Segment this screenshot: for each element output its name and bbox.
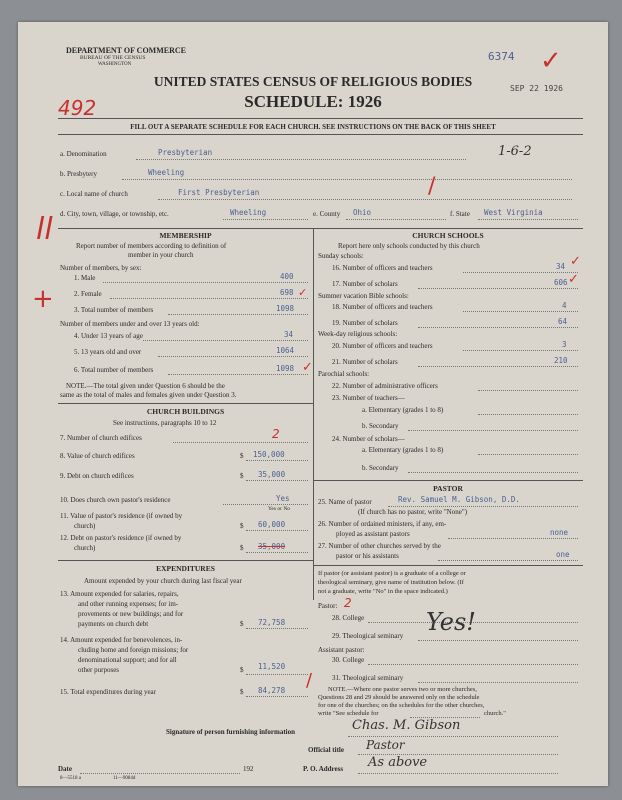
official-title-value: Pastor [366, 738, 405, 752]
dollar-sign: $ [240, 522, 244, 530]
presbytery-value: Wheeling [148, 168, 185, 177]
handwritten-code: 1-6-2 [498, 144, 532, 159]
form-footer-code-1: 8—5518 a [60, 776, 81, 781]
q27-label-b: pastor or his assistants [336, 552, 399, 560]
pastor-sub-label: Pastor: [318, 602, 338, 610]
yes-no-hint: Yes or No [268, 506, 291, 512]
q18-value: 4 [562, 301, 567, 310]
q16-value: 34 [556, 262, 566, 271]
state-label: f. State [450, 210, 470, 218]
date-year: 192 [243, 765, 254, 773]
q9-value: 35,000 [258, 470, 286, 479]
q25-value: Rev. Samuel M. Gibson, D.D. [398, 495, 520, 504]
presbytery-label: b. Presbytery [60, 170, 97, 178]
asst-label: Assistant pastor: [318, 646, 365, 654]
q14-value: 11,520 [258, 662, 286, 671]
q17-label: 17. Number of scholars [332, 280, 398, 288]
q21-label: 21. Number of scholars [332, 358, 398, 366]
buildings-title: CHURCH BUILDINGS [146, 407, 225, 416]
q22-label: 22. Number of administrative officers [332, 382, 438, 390]
q6-label: 6. Total number of members [74, 366, 154, 374]
bureau-name: BUREAU OF THE CENSUS [80, 55, 146, 61]
date-label: Date [58, 765, 72, 773]
q14-label-a: 14. Amount expended for benevolences, in- [60, 636, 183, 644]
dollar-sign: $ [240, 688, 244, 696]
grad-note-3: not a graduate, write "No" in the space indicated.) [318, 588, 448, 595]
membership-note-2: same as the total of males and females given under Question 3. [60, 391, 237, 399]
q2-label: 2. Female [74, 290, 102, 298]
q11-value: 60,000 [258, 520, 286, 529]
q20-label: 20. Number of officers and teachers [332, 342, 433, 350]
pastor-title: PASTOR [433, 484, 463, 493]
q28-label: 28. College [332, 614, 365, 622]
q12-label-a: 12. Debt on pastor's residence (if owned by [60, 534, 182, 542]
membership-title: MEMBERSHIP [159, 231, 212, 240]
denomination-value: Presbyterian [158, 148, 213, 157]
q27-value: one [556, 550, 570, 559]
q8-value: 150,000 [253, 450, 285, 459]
q13-label-d: payments on church debt [78, 620, 149, 628]
q14-label-d: other purposes [78, 666, 120, 674]
grad-note-1: If pastor (or assistant pastor) is a graduate of a college or [318, 570, 466, 577]
q15-value: 84,278 [258, 686, 286, 695]
q3-label: 3. Total number of members [74, 306, 154, 314]
schools-intro: Report here only schools conducted by this church [338, 242, 480, 250]
q25-note: (If church has no pastor, write "None") [358, 508, 468, 516]
city-name: WASHINGTON [98, 62, 132, 67]
q25-label: 25. Name of pastor [318, 498, 372, 506]
q12-value: 35,000 [258, 542, 286, 551]
schedule-title: SCHEDULE: 1926 [244, 92, 382, 111]
q1-label: 1. Male [74, 274, 96, 282]
handwritten-yes: Yes! [426, 608, 476, 636]
church-name-label: c. Local name of church [60, 190, 128, 198]
q23-label: 23. Number of teachers— [332, 394, 405, 402]
q23b-label: b. Secondary [362, 422, 399, 430]
q1-value: 400 [280, 272, 294, 281]
q2-value: 698 [280, 288, 294, 297]
under-over-label: Number of members under and over 13 years old: [60, 320, 200, 328]
city-value: Wheeling [230, 208, 267, 217]
po-address-value: As above [368, 755, 428, 770]
q6-value: 1098 [276, 364, 295, 373]
dollar-sign: $ [240, 666, 244, 674]
instruction-line: FILL OUT A SEPARATE SCHEDULE FOR EACH CHURCH. SEE INSTRUCTIONS ON THE BACK OF THIS SHEET [130, 123, 496, 131]
q24b-label: b. Secondary [362, 464, 399, 472]
sunday-label: Sunday schools: [318, 252, 364, 260]
q19-label: 19. Number of scholars [332, 319, 398, 327]
q20-value: 3 [562, 340, 567, 349]
form-title: UNITED STATES CENSUS OF RELIGIOUS BODIES [153, 74, 473, 89]
q21-value: 210 [554, 356, 568, 365]
q27-label-a: 27. Number of other churches served by the [318, 542, 441, 550]
q7-label: 7. Number of church edifices [60, 434, 142, 442]
q26-value: none [550, 528, 569, 537]
red-mark: 2 [344, 596, 352, 610]
q26-label-a: 26. Number of ordained ministers, if any, em- [318, 520, 447, 528]
county-value: Ohio [353, 208, 372, 217]
q23a-label: a. Elementary (grades 1 to 8) [362, 406, 444, 414]
red-margin-mark: ll [36, 212, 53, 247]
schools-title: CHURCH SCHOOLS [412, 231, 484, 240]
q10-label: 10. Does church own pastor's residence [60, 496, 171, 504]
red-tick-icon: ✓ [298, 286, 308, 299]
q13-label-c: provements or new buildings; and for [78, 610, 184, 618]
q15-label: 15. Total expenditures during year [60, 688, 156, 696]
q4-label: 4. Under 13 years of age [74, 332, 143, 340]
red-check-icon: ✓ [540, 46, 562, 76]
census-schedule-sheet [18, 22, 608, 786]
q17-value: 606 [554, 278, 568, 287]
q12-label-b: church) [74, 544, 96, 552]
schedule-number: 6374 [488, 50, 515, 63]
q11-label-b: church) [74, 522, 96, 530]
q24a-label: a. Elementary (grades 1 to 8) [362, 446, 444, 454]
pastor-note-4b: church." [484, 710, 506, 717]
city-label: d. City, town, village, or township, etc. [60, 210, 169, 218]
red-mark: / [428, 174, 436, 199]
denomination-label: a. Denomination [60, 150, 107, 158]
red-tick-icon: ✓ [570, 254, 581, 269]
pastor-note-1: NOTE.—Where one pastor serves two or more churches, [328, 686, 477, 693]
signature-label: Signature of person furnishing information [166, 728, 295, 736]
q9-label: 9. Debt on church edifices [60, 472, 134, 480]
membership-note-1: NOTE.—The total given under Question 6 should be the [66, 382, 225, 390]
church-name-value: First Presbyterian [178, 188, 260, 197]
q11-label-a: 11. Value of pastor's residence (if owned by [60, 512, 183, 520]
red-handwritten-number: 492 [58, 96, 97, 120]
q31-label: 31. Theological seminary [332, 674, 404, 682]
red-tick-icon: ✓ [568, 272, 579, 287]
q16-label: 16. Number of officers and teachers [332, 264, 433, 272]
po-address-label: P. O. Address [303, 765, 344, 773]
red-tick-icon: / [306, 670, 313, 691]
q4-value: 34 [284, 330, 294, 339]
signature-value: Chas. M. Gibson [352, 718, 461, 733]
pastor-note-4: write "See schedule for [318, 710, 379, 717]
q24-label: 24. Number of scholars— [332, 435, 405, 443]
expenditures-intro: Amount expended by your church during last fiscal year [84, 577, 242, 585]
weekday-label: Week-day religious schools: [318, 330, 398, 338]
q14-label-c: denominational support; and for all [78, 656, 177, 664]
red-tick-icon: ✓ [302, 360, 313, 375]
county-label: e. County [313, 210, 341, 218]
q26-label-b: ployed as assistant pastors [336, 530, 410, 538]
q30-label: 30. College [332, 656, 365, 664]
q5-value: 1064 [276, 346, 295, 355]
state-value: West Virginia [484, 208, 543, 217]
form-footer-code-2: 11—9084d [113, 776, 136, 781]
dollar-sign: $ [240, 544, 244, 552]
q13-label-b: and other running expenses; for im- [78, 600, 179, 608]
summer-label: Summer vacation Bible schools: [318, 292, 409, 300]
by-sex-label: Number of members, by sex: [60, 264, 142, 272]
q19-value: 64 [558, 317, 568, 326]
dept-name: DEPARTMENT OF COMMERCE [66, 46, 187, 55]
dollar-sign: $ [240, 452, 244, 460]
q13-value: 72,758 [258, 618, 286, 627]
grad-note-2: theological seminary, give name of institution below. (If [318, 579, 464, 586]
q5-label: 5. 13 years old and over [74, 348, 142, 356]
expenditures-title: EXPENDITURES [156, 564, 215, 573]
dollar-sign: $ [240, 620, 244, 628]
q14-label-b: cluding home and foreign missions; for [78, 646, 189, 654]
membership-intro-1: Report number of members according to definition of [76, 242, 227, 250]
q8-label: 8. Value of church edifices [60, 452, 135, 460]
buildings-instr: See instructions, paragraphs 10 to 12 [113, 419, 217, 427]
membership-intro-2: member in your church [128, 251, 194, 259]
pastor-note-2: Questions 28 and 29 should be answered only on the schedule [318, 694, 480, 701]
dollar-sign: $ [240, 472, 244, 480]
red-plus-mark: + [32, 284, 54, 314]
official-title-label: Official title [308, 746, 344, 754]
q7-value: 2 [272, 427, 280, 441]
q3-value: 1098 [276, 304, 295, 313]
pastor-note-3: for one of the churches; on the schedules for the other churches, [318, 702, 485, 709]
q18-label: 18. Number of officers and teachers [332, 303, 433, 311]
date-stamp: SEP 22 1926 [510, 84, 563, 93]
q29-label: 29. Theological seminary [332, 632, 404, 640]
parochial-label: Parochial schools: [318, 370, 370, 378]
q13-label-a: 13. Amount expended for salaries, repairs, [60, 590, 179, 598]
q10-value: Yes [276, 494, 290, 503]
